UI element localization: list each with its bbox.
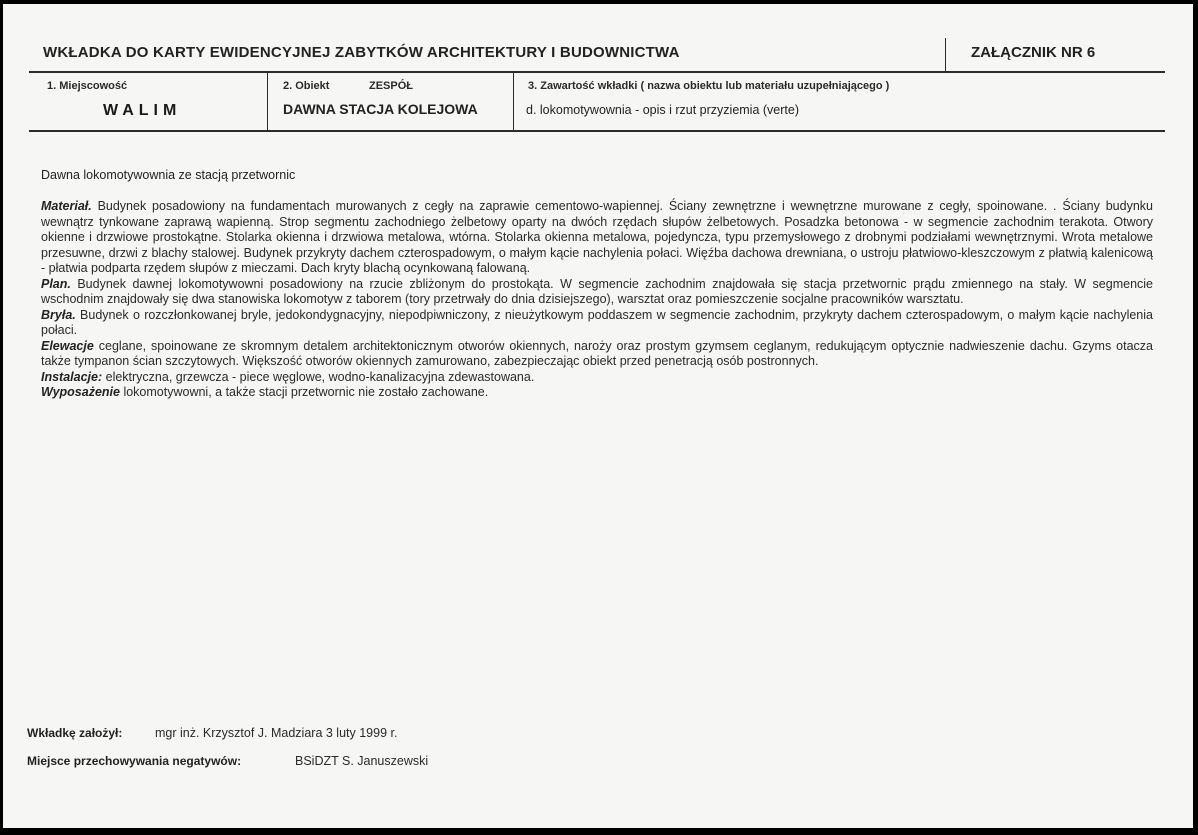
section-material xyxy=(41,199,1153,277)
section-text: lokomotywowni, a także stacji przetwornic nie zostało zachowane. xyxy=(119,385,489,399)
section-elewacje xyxy=(41,339,1153,370)
section-term: Instalacje: xyxy=(41,369,103,384)
section-text: Budynek posadowiony na fundamentach murowanych z cegły na zaprawie cementowo-wapiennej. Ściany zewnętrzne i wewnętrzne murowane z cegły, spoinowane. . Ściany budynku wewnątrz tynkowane zaprawą wapienną. Strop segmentu zachodniego żelbetowy oparty na dwóch rzędach słupów żelbetowych. Posadzka betonowa - w segmencie zachodnim terakota. Otwory okienne i drzwiowe prostokątne. Stolarka okienna i drzwiowa metalowa, wtórna. Stolarka okienna metalowa, pojedyncza, typu przemysłowego z drobnymi podziałami wewnętrznymi. Wrota metalowe przesuwne, drzwi z blachy stalowej. Budynek przykryty dachem czterospadowym, o małym kącie nachylenia połaci. Więźba dachowa drewniana, o ustroju płatwiowo-kleszczowym z płatwią kalenicową - płatwia podparta rzędem słupów z mieczami. Dach kryty blachą ocynkowaną falowaną. xyxy=(41,199,1153,275)
description-body xyxy=(41,199,1153,401)
fields-rule xyxy=(29,130,1165,132)
section-term: Elewacje xyxy=(41,338,94,353)
object-value: DAWNA STACJA KOLEJOWA xyxy=(283,101,478,117)
section-text: elektryczna, grzewcza - piece węglowe, wodno-kanalizacyjna zdewastowana. xyxy=(102,369,535,384)
content-value: d. lokomotywownia - opis i rzut przyziemia (verte) xyxy=(526,103,799,117)
negatives-label: Miejsce przechowywania negatywów: xyxy=(27,754,242,768)
negatives-value: BSiDZT S. Januszewski xyxy=(295,754,429,768)
attachment-number: ZAŁĄCZNIK NR 6 xyxy=(971,44,1096,61)
section-term: Bryła. xyxy=(41,307,76,322)
field-divider-2 xyxy=(513,73,514,131)
content-label: 3. Zawartość wkładki ( nazwa obiektu lub materiału uzupełniającego ) xyxy=(528,80,890,92)
section-plan xyxy=(41,277,1153,308)
section-text: Budynek dawnej lokomotywowni posadowiony na rzucie zbliżonym do prostokąta. W segmencie zachodnim znajdowała się stacja przetwornic prądu zmiennego na stały. W segmencie wschodnim znajdowały się dwa stanowiska lokomotyw z taborem (tory przetrwały do dnia dzisiejszego), warsztat oraz pomieszczenie socjalne pracowników warsztatu. xyxy=(41,276,1153,306)
field-divider-1 xyxy=(267,73,268,131)
header-divider xyxy=(945,38,946,72)
document-header-title: WKŁADKA DO KARTY EWIDENCYJNEJ ZABYTKÓW ARCHITEKTURY I BUDOWNICTWA xyxy=(43,44,680,61)
author-label: Wkładkę założył: xyxy=(27,726,123,740)
object-label: 2. Obiekt xyxy=(283,80,330,92)
section-bryla xyxy=(41,308,1153,339)
document-title: Dawna lokomotywownia ze stacją przetwornic xyxy=(41,168,296,182)
section-instalacje xyxy=(41,370,1153,386)
section-term: Wyposażenie xyxy=(41,385,120,399)
section-term: Plan. xyxy=(41,276,71,291)
section-text: Budynek o rozczłonkowanej bryle, jedokondygnacyjny, niepodpiwniczony, z nieużytkowym poddaszem w segmencie zachodnim, przykryty dachem czterospadowym, o małym kącie nachylenia połaci. xyxy=(41,307,1153,337)
author-value: mgr inż. Krzysztof J. Madziara 3 luty 1999 r. xyxy=(155,726,398,740)
section-text: ceglane, spoinowane ze skromnym detalem architektonicznym otworów okiennych, naroży oraz prostym gzymsem ceglanym, redukującym optycznie nadwieszenie dachu. Gzyms otacza także tympanon ścian szczytowych. Większość otworów okiennych zamurowano, zabezpieczając obiekt przed penetracją osób postronnych. xyxy=(41,338,1153,368)
document-sheet xyxy=(3,4,1193,828)
section-wyposazenie xyxy=(41,385,1153,401)
locality-value: WALIM xyxy=(103,102,182,119)
locality-label: 1. Miejscowość xyxy=(47,80,128,92)
object-type: ZESPÓŁ xyxy=(369,80,414,92)
header-rule xyxy=(29,71,1165,73)
section-term: Materiał. xyxy=(41,199,92,213)
